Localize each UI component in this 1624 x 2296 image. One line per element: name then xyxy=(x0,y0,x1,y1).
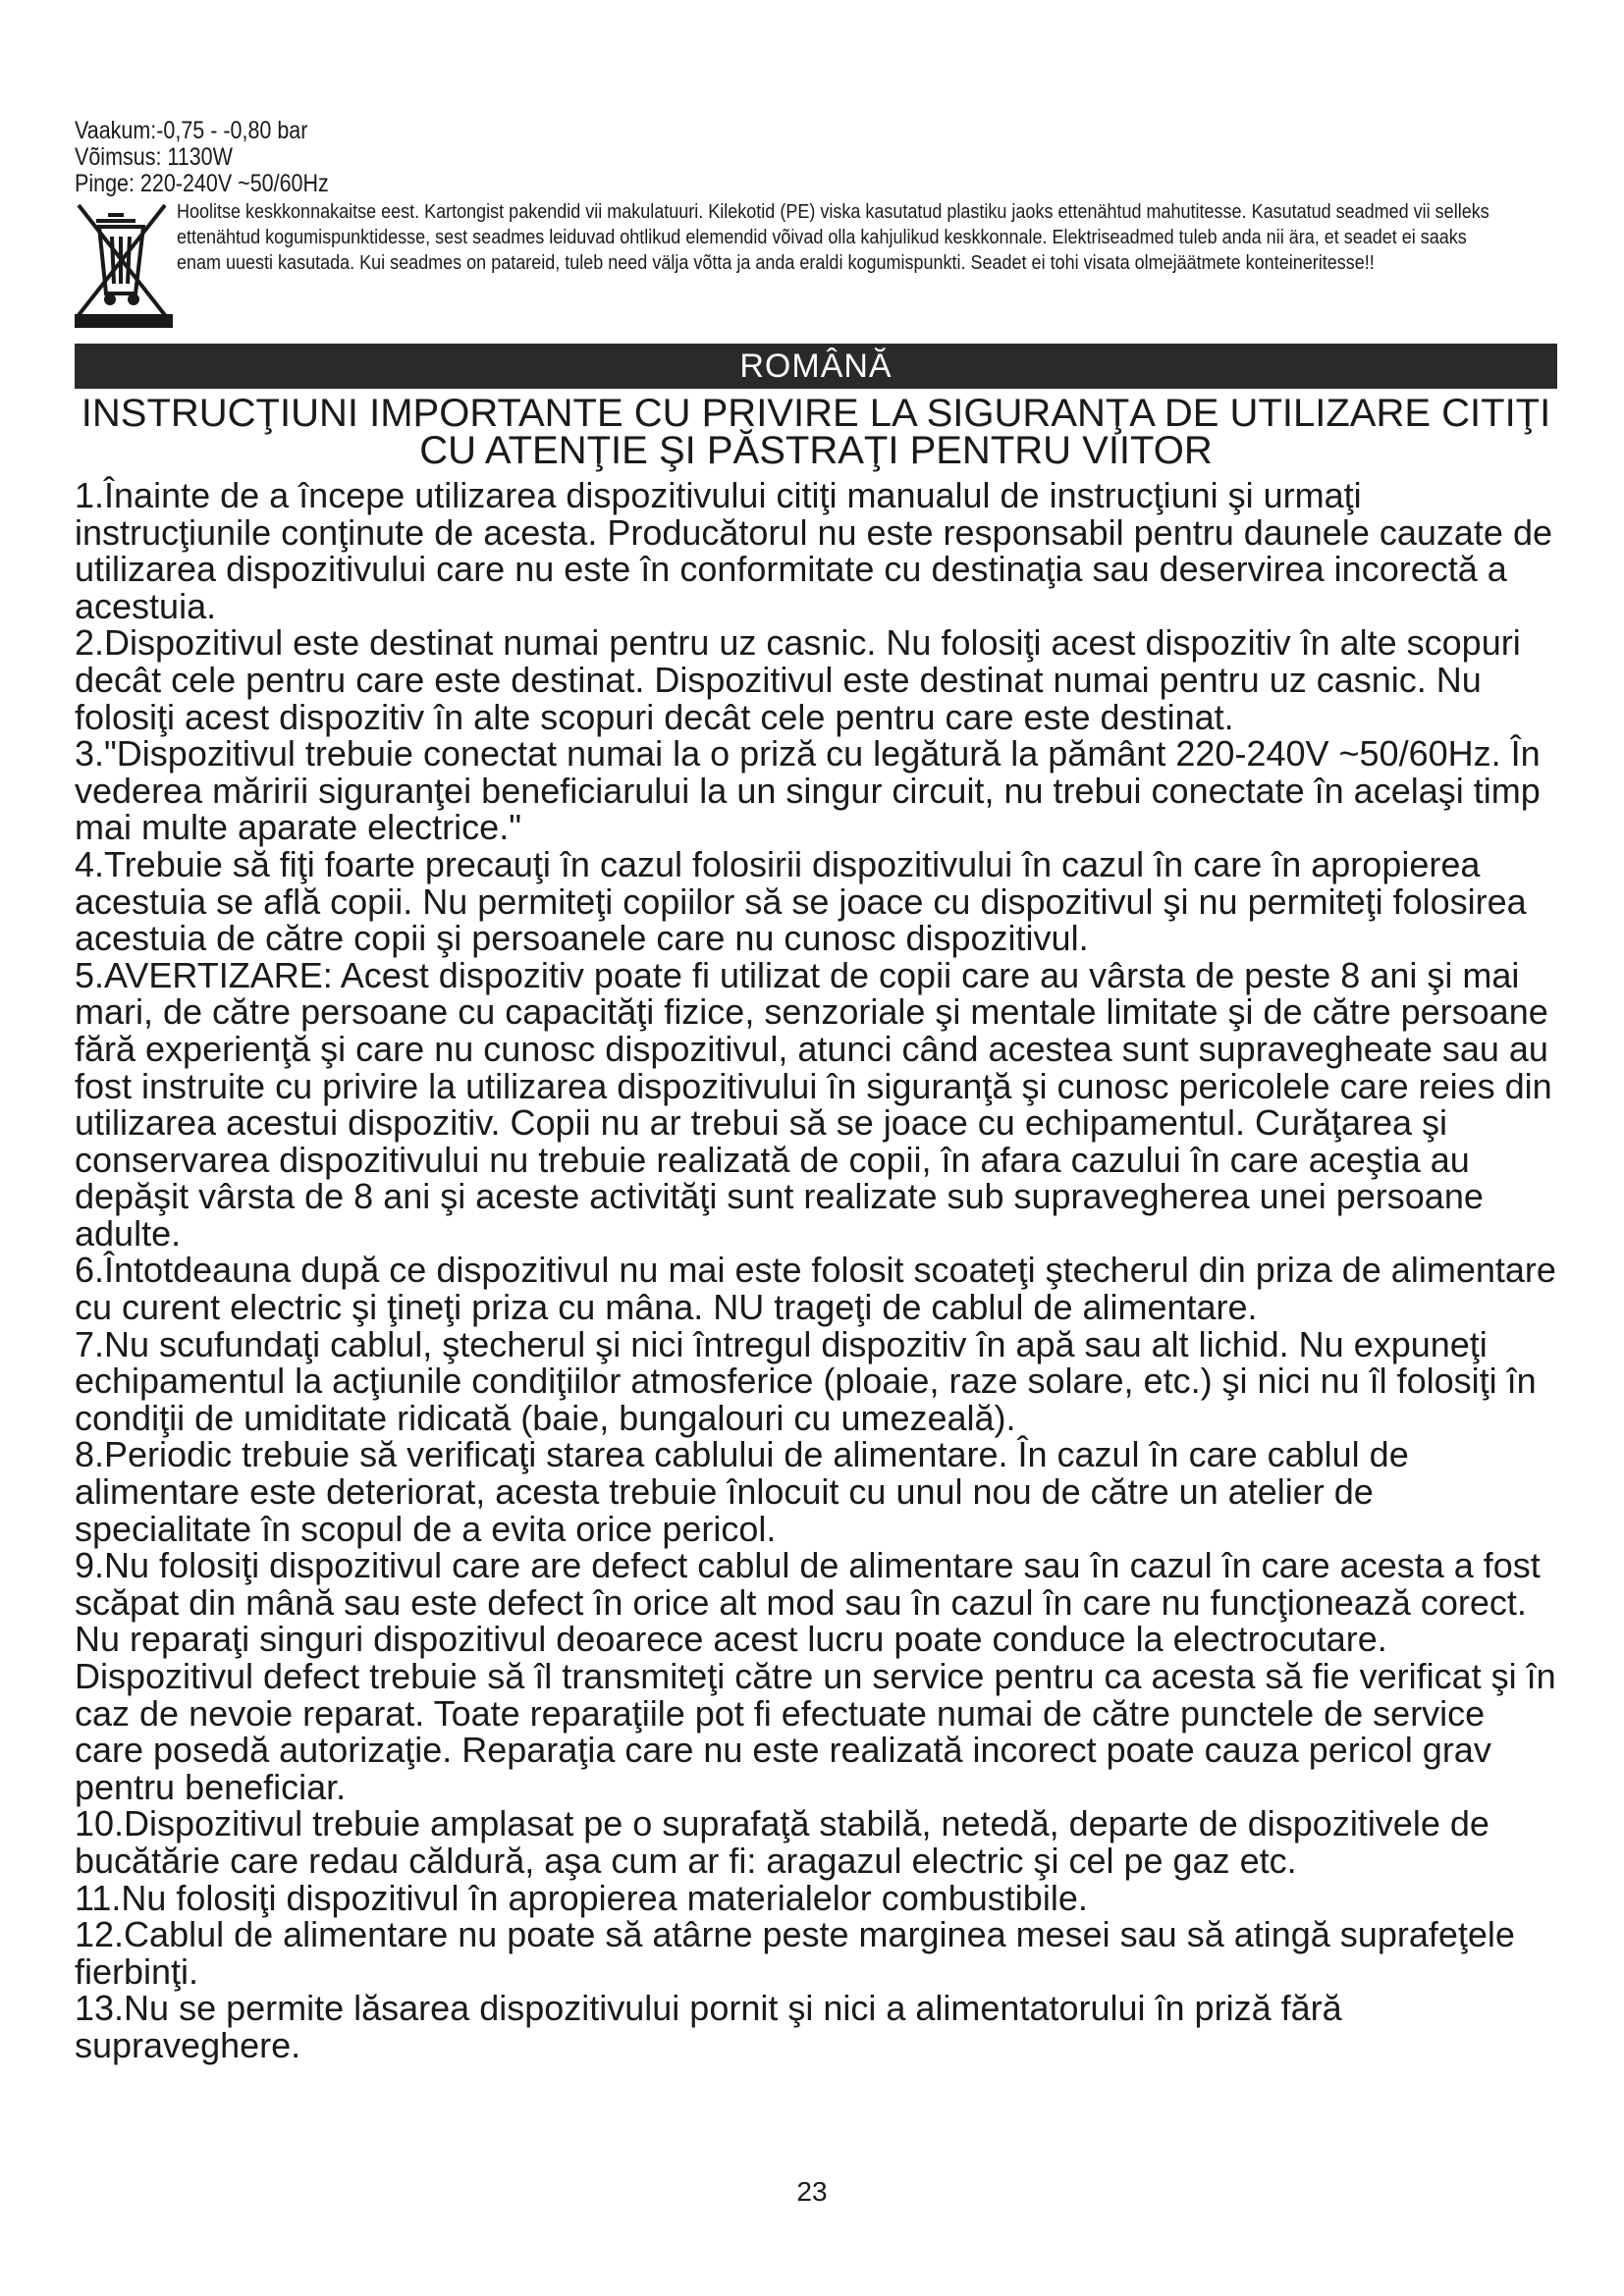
section-title: INSTRUCŢIUNI IMPORTANTE CU PRIVIRE LA SIGURANŢA DE UTILIZARE CITIŢI CU ATENŢIE ŞI PĂSTRAŢI PENTRU VIITOR xyxy=(81,392,1551,472)
instruction-item: 8.Periodic trebuie să verificaţi starea cablului de alimentare. În cazul în care cablul de alimentare este deteriorat, acesta trebuie înlocuit cu unul nou de către un atelier de specialitate în scopul de a evita orice pericol. xyxy=(75,1434,1409,1549)
instruction-item: 4.Trebuie să fiţi foarte precauţi în cazul folosirii dispozitivului în cazul în care în apropierea acestuia se află copii. Nu permiteţi copiilor să se joace cu dispozitivul şi nu permiteţi folosirea acestuia de către copii şi persoanele care nu cunosc dispozitivul. xyxy=(75,843,1527,959)
disposal-text: Hoolitse keskkonnakaitse eest. Kartongist pakendid vii makulatuuri. Kilekotid (PE) viska kasutatud plastiku jaoks ettenähtud mahutitesse. Kasutatud seadmed vii selleks ettenähtud kogumispunktidesse, sest seadmes leiduvad ohtlikud elemendid võivad olla kahjulikud keskkonnale. Elektriseadmed tuleb anda nii ära, et seadet ei saaks enam uuesti kasutada. Kui seadmes on patareid, tuleb need välja võtta ja anda eraldi kogumispunkti. Seadet ei tohi visata olmejäätmete konteineritesse!! xyxy=(177,201,1489,274)
voltage-spec: Pinge: 220-240V ~50/60Hz xyxy=(75,170,329,197)
instruction-item: 10.Dispozitivul trebuie amplasat pe o suprafaţă stabilă, netedă, departe de dispozitivele de bucătărie care redau căldură, aşa cum ar fi: aragazul electric şi cel pe gaz etc. xyxy=(75,1803,1489,1881)
instruction-item: 5.AVERTIZARE: Acest dispozitiv poate fi utilizat de copii care au vârsta de peste 8 ani şi mai mari, de către persoane cu capacităţi fizice, senzoriale şi mentale limitate şi de către persoane fără experienţă şi care nu cunosc dispozitivul, atunci când acestea sunt supravegheate sau au fost instruite cu privire la utilizarea dispozitivului în siguranţă şi cunosc pericolele care reies din utilizarea acestui dispozitiv. Copii nu ar trebui să se joace cu echipamentul. Curăţarea şi conservarea dispozitivului nu trebuie realizată de copii, în afara cazului în care aceştia au depăşit vârsta de 8 ani şi aceste activităţi sunt realizate sub supravegherea unei persoane adulte. xyxy=(75,954,1552,1254)
language-header: ROMÂNĂ xyxy=(75,344,1557,389)
instruction-item: 13.Nu se permite lăsarea dispozitivului pornit şi nici a alimentatorului în priză fără supraveghere. xyxy=(75,1988,1342,2065)
instruction-item: 12.Cablul de alimentare nu poate să atârne peste marginea mesei sau să atingă suprafeţele fierbinţi. xyxy=(75,1914,1515,1992)
instruction-item: 6.Întotdeauna după ce dispozitivul nu mai este folosit scoateţi ştecherul din priza de alimentare cu curent electric şi ţineţi priza cu mâna. NU trageţi de cablul de alimentare. xyxy=(75,1250,1556,1328)
weee-underline-bar xyxy=(75,314,173,328)
technical-specs xyxy=(75,118,1350,197)
instruction-item: 1.Înainte de a începe utilizarea dispozitivului citiţi manualul de instrucţiuni şi urmaţi instrucţiunile conţinute de acesta. Producătorul nu este responsabil pentru daunele cauzate de utilizarea dispozitivului care nu este în conformitate cu destinaţia sau deservirea incorectă a acestuia. xyxy=(75,475,1552,626)
power-spec: Võimsus: 1130W xyxy=(75,143,233,171)
crossed-out-wheelie-bin-icon xyxy=(75,199,173,327)
instruction-item: 2.Dispozitivul este destinat numai pentru uz casnic. Nu folosiţi acest dispozitiv în alte scopuri decât cele pentru care este destinat. Dispozitivul este destinat numai pentru uz casnic. Nu folosiţi acest dispozitiv în alte scopuri decât cele pentru care este destinat. xyxy=(75,622,1521,737)
instruction-item: 9.Nu folosiţi dispozitivul care are defect cablul de alimentare sau în cazul în care acesta a fost scăpat din mână sau este defect în orice alt mod sau în cazul în care nu funcţionează corect. Nu reparaţi singuri dispozitivul deoarece acest lucru poate conduce la electrocutare. Dispozitivul defect trebuie să îl transmiteţi către un service pentru ca acesta să fie verificat şi în caz de nevoie reparat. Toate reparaţiile pot fi efectuate numai de către punctele de service care posedă autorizaţie. Reparaţia care nu este realizată incorect poate cauza pericol grav pentru beneficiar. xyxy=(75,1545,1556,1807)
vacuum-spec: Vaakum:-0,75 - -0,80 bar xyxy=(75,117,308,144)
instructions-list xyxy=(75,477,1557,2064)
instruction-item: 3."Dispozitivul trebuie conectat numai la o priză cu legătură la pământ 220-240V ~50/60Hz. În vederea măririi siguranţei beneficiarului la un singur circuit, nu trebui conectate în acelaşi timp mai multe aparate electrice." xyxy=(75,733,1541,848)
manual-page xyxy=(75,117,1557,2065)
page-number: 23 xyxy=(796,2176,828,2207)
disposal-notice xyxy=(75,199,1557,347)
instruction-item: 11.Nu folosiţi dispozitivul în apropierea materialelor combustibile. xyxy=(75,1877,1088,1918)
instruction-item: 7.Nu scufundaţi cablul, ştecherul şi nici întregul dispozitiv în apă sau alt lichid. Nu expuneţi echipamentul la acţiunile condiţiilor atmosferice (ploaie, raze solare, etc.) şi nici nu îl folosiţi în condiţii de umiditate ridicată (baie, bungalouri cu umezeală). xyxy=(75,1323,1537,1438)
